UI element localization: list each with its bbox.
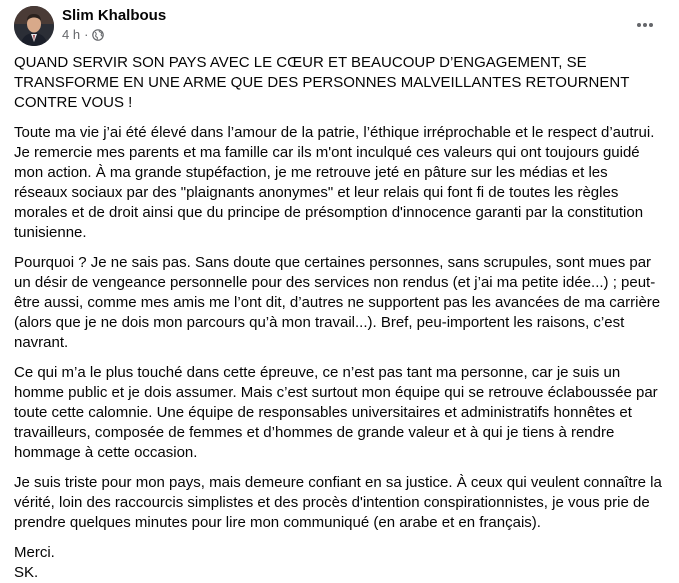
meta-separator: · xyxy=(84,27,89,42)
post-header xyxy=(14,6,665,50)
post-headline: QUAND SERVIR SON PAYS AVEC LE CŒUR ET BEAUCOUP D’ENGAGEMENT, SE TRANSFORME EN UNE ARME QUE DES PERSONNES MALVEILLANTES RETOURNENT CONTRE VOUS ! xyxy=(14,54,630,111)
more-options-button[interactable] xyxy=(631,10,659,38)
post-timestamp[interactable]: 4 h xyxy=(62,27,81,42)
post-closing: Merci. xyxy=(14,544,55,561)
post-meta xyxy=(62,27,104,43)
post-body xyxy=(14,53,669,583)
globe-icon[interactable] xyxy=(92,29,104,41)
more-horizontal-icon xyxy=(635,15,655,33)
profile-photo xyxy=(14,6,54,46)
author-name[interactable]: Slim Khalbous xyxy=(62,7,167,24)
avatar[interactable] xyxy=(14,6,54,46)
post-paragraph: Pourquoi ? Je ne sais pas. Sans doute que certaines personnes, sans scrupules, sont mues par un désir de vengeance personnelle pour des services non rendus (et j’ai ma petite idée...) ; peut- être aussi, comme mes amis me l’ont dit, d’autres ne supportent pas les avancées de ma carrière (alors que je ne dois mon parcours qu’à mon travail...). Bref, peu-importent les raisons, c’est navrant. xyxy=(14,254,661,351)
post-paragraph: Je suis triste pour mon pays, mais demeure confiant en sa justice. À ceux qui veulent connaître la vérité, loin des raccourcis simplistes et des procès d'intention conspirationnistes, je vous prie de prendre quelques minutes pour lire mon communiqué (en arabe et en français). xyxy=(14,474,662,531)
post-signature: SK. xyxy=(14,564,39,581)
post-paragraph: Toute ma vie j’ai été élevé dans l’amour de la patrie, l’éthique irréprochable et le respect d’autrui. Je remercie mes parents et ma famille car ils m'ont inculqué ces valeurs qui ont toujours guidé mon action. À ma grande stupéfaction, je me retrouve jeté en pâture sur les médias et les réseaux sociaux par des "plaignants anonymes" et leur relais qui font fi de toutes les règles morales et de droit ainsi que du principe de présomption d'innocence garanti par la constitution tunisienne. xyxy=(14,124,655,241)
post-paragraph: Ce qui m’a le plus touché dans cette épreuve, ce n’est pas tant ma personne, car je suis un homme public et je dois assumer. Mais c’est surtout mon équipe qui se retrouve éclaboussée par toute cette calomnie. Une équipe de responsables universitaires et administratifs honnêtes et travailleurs, composée de femmes et d’hommes de grande valeur et à qui je tiens à rendre hommage à cette occasion. xyxy=(14,364,658,461)
